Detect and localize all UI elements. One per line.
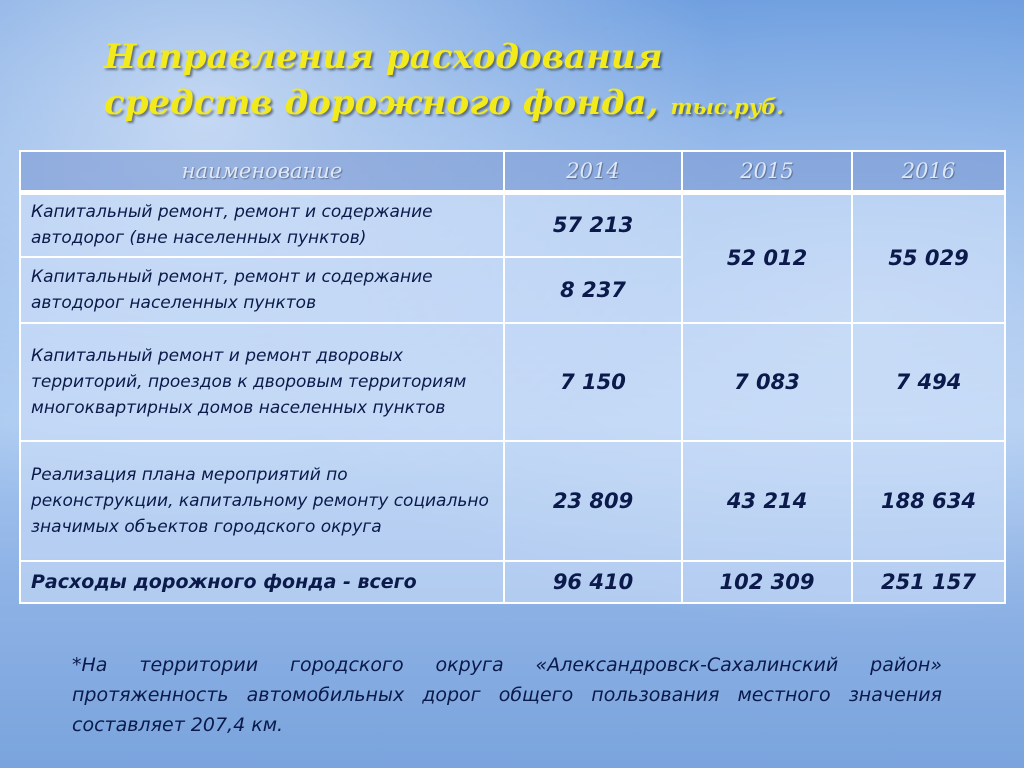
total-name: Расходы дорожного фонда - всего [20, 561, 504, 603]
title-unit: тыс.руб. [670, 94, 784, 119]
cell-2014: 23 809 [504, 441, 682, 561]
header-2014: 2014 [504, 151, 682, 193]
total-2014: 96 410 [504, 561, 682, 603]
cell-2015-merged: 52 012 [682, 193, 852, 323]
title-line-1: Направления расходования [104, 37, 663, 77]
table-row [20, 441, 1005, 561]
slide-title [104, 34, 784, 130]
total-2016: 251 157 [852, 561, 1005, 603]
table-total-row [20, 561, 1005, 603]
table-row [20, 323, 1005, 441]
table-header-row [20, 151, 1005, 193]
cell-2014: 7 150 [504, 323, 682, 441]
road-fund-table [19, 150, 1006, 604]
table-row [20, 193, 1005, 257]
header-name: наименование [20, 151, 504, 193]
cell-2014: 8 237 [504, 257, 682, 323]
cell-2015: 7 083 [682, 323, 852, 441]
cell-2016-merged: 55 029 [852, 193, 1005, 323]
cell-2015: 43 214 [682, 441, 852, 561]
row-name: Реализация плана мероприятий по реконструкции, капитальному ремонту социально значимых объектов городского округа [20, 441, 504, 561]
cell-2016: 188 634 [852, 441, 1005, 561]
footnote: *На территории городского округа «Александровск-Сахалинский район» протяженность автомобильных дорог общего пользования местного значения составляет 207,4 км. [72, 654, 942, 736]
cell-2014: 57 213 [504, 193, 682, 257]
row-name: Капитальный ремонт и ремонт дворовых территорий, проездов к дворовым территориям многоквартирных домов населенных пунктов [20, 323, 504, 441]
row-name: Капитальный ремонт, ремонт и содержание автодорог населенных пунктов [20, 257, 504, 323]
title-line-2 [104, 80, 784, 130]
row-name: Капитальный ремонт, ремонт и содержание автодорог (вне населенных пунктов) [20, 193, 504, 257]
total-2015: 102 309 [682, 561, 852, 603]
cell-2016: 7 494 [852, 323, 1005, 441]
header-2015: 2015 [682, 151, 852, 193]
title-line-2-text: средств дорожного фонда, [104, 83, 659, 123]
header-2016: 2016 [852, 151, 1005, 193]
